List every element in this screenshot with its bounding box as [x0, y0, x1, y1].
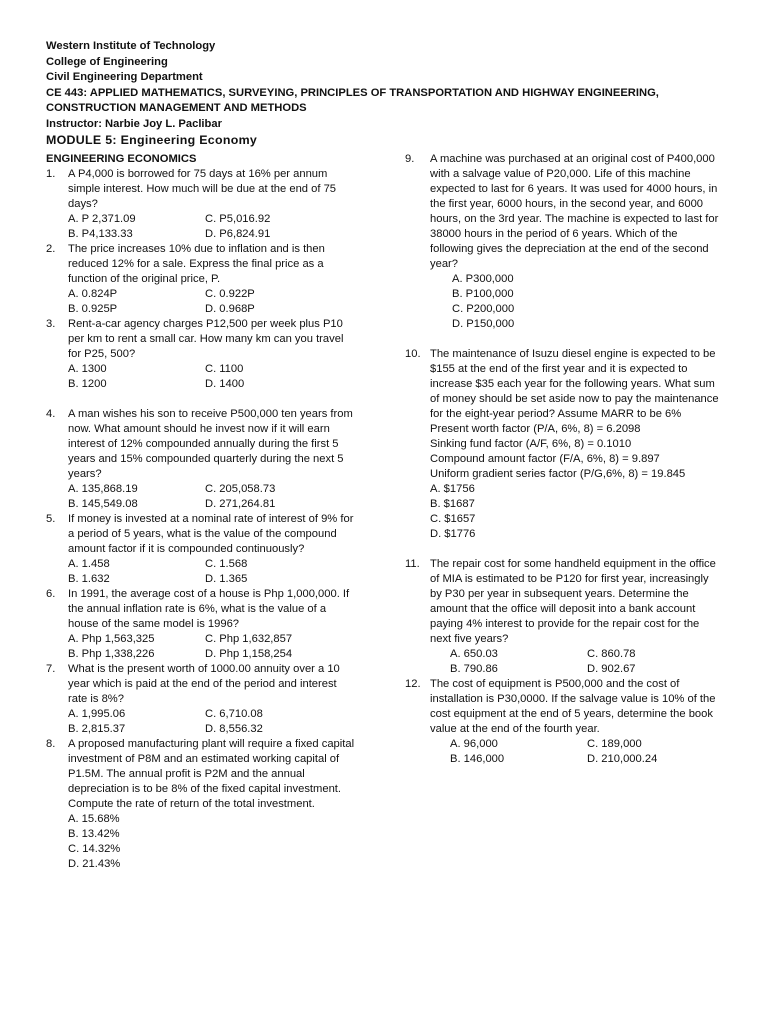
question-number: 3.	[46, 318, 56, 330]
choice-d: D. 1400	[205, 378, 245, 390]
question-10-choices	[430, 482, 725, 542]
module-title: MODULE 5: Engineering Economy	[46, 133, 258, 147]
question-9	[405, 152, 725, 332]
choice-c: C. 14.32%	[68, 843, 121, 855]
question-text: The maintenance of Isuzu diesel engine is expected to be $155 at the end of the first year and it is expected to increase $35 each year for the following years. What sum of money should be set aside now to pay the maintenance for the eight-year period? Assume MARR to be 6% Present worth factor (P/A, 6%, 8) = 6.2098 Sinking fund factor (A/F, 6%, 8) = 0.1010 Compound amount factor (F/A, 6%, 8) = 9.897 Uniform gradient series factor (P/G,6%, 8) = 19.845	[430, 348, 719, 480]
choice-a: A. P300,000	[452, 273, 514, 285]
question-text: A P4,000 is borrowed for 75 days at 16% per annum simple interest. How much will be due at the end of 75 days?	[68, 168, 337, 210]
choice-c: C. 1.568	[205, 558, 248, 570]
choice-a: A. 96,000	[450, 738, 498, 750]
choice-b: B. P4,133.33	[68, 228, 133, 240]
choice-c: C. P200,000	[452, 303, 515, 315]
question-3-choices	[68, 362, 366, 392]
question-number: 8.	[46, 738, 56, 750]
choice-a: A. 1,995.06	[68, 708, 126, 720]
choice-b: B. 0.925P	[68, 303, 118, 315]
choice-a: A. Php 1,563,325	[68, 633, 155, 645]
question-text: What is the present worth of 1000.00 annuity over a 10 year which is paid at the end of the period and interest rate is 8%?	[68, 663, 340, 705]
question-2	[46, 242, 366, 287]
choice-c: C. 205,058.73	[205, 483, 276, 495]
question-12-choices	[450, 737, 725, 767]
question-text: If money is invested at a nominal rate of interest of 9% for a period of 5 years, what is the value of the compound amount factor if it is compounded continuously?	[68, 513, 354, 555]
question-number: 9.	[405, 153, 415, 165]
choice-a: A. 650.03	[450, 648, 498, 660]
choice-b: B. 1.632	[68, 573, 110, 585]
question-text: The repair cost for some handheld equipment in the office of MIA is estimated to be P120 for first year, increasingly by P30 per year in subsequent years. Determine the amount that the office will deposit into a bank account paying 4% interest to provide for the repair cost for the next five years?	[430, 558, 716, 645]
question-number: 11.	[405, 558, 420, 570]
choice-c: C. 6,710.08	[205, 708, 263, 720]
question-4-choices	[68, 482, 366, 512]
choice-d: D. 0.968P	[205, 303, 255, 315]
choice-b: B. P100,000	[452, 288, 514, 300]
question-11	[405, 557, 725, 647]
college-name: College of Engineering	[46, 55, 168, 68]
choice-a: A. 0.824P	[68, 288, 118, 300]
question-3	[46, 317, 366, 362]
document-header	[46, 39, 726, 148]
choice-d: D. P6,824.91	[205, 228, 271, 240]
department-name: Civil Engineering Department	[46, 71, 203, 83]
question-10	[405, 347, 725, 542]
choice-a: A. P 2,371.09	[68, 213, 136, 225]
question-number: 2.	[46, 243, 56, 255]
question-text: The price increases 10% due to inflation and is then reduced 12% for a sale. Express the final price as a function of the original price, P.	[68, 243, 325, 285]
choice-c: C. P5,016.92	[205, 213, 271, 225]
choice-a: A. $1756	[430, 483, 475, 495]
course-title-line-1: CE 443: APPLIED MATHEMATICS, SURVEYING, PRINCIPLES OF TRANSPORTATION AND HIGHWAY ENGINEERING,	[46, 86, 659, 99]
question-text: A proposed manufacturing plant will require a fixed capital investment of P8M and an estimated working capital of P1.5M. The annual profit is P2M and the annual depreciation is to be 8% of the fixed capital investment. Compute the rate of return of the total investment.	[68, 738, 355, 810]
choice-d: D. 271,264.81	[205, 498, 276, 510]
institute-name: Western Institute of Technology	[46, 40, 216, 52]
question-2-choices	[68, 287, 366, 317]
question-number: 5.	[46, 513, 56, 525]
choice-b: B. 1200	[68, 378, 107, 390]
course-title-line-2: CONSTRUCTION MANAGEMENT AND METHODS	[46, 102, 307, 114]
choice-c: C. Php 1,632,857	[205, 633, 293, 645]
choice-a: A. 1.458	[68, 558, 110, 570]
choice-d: D. 902.67	[587, 663, 636, 675]
choice-c: C. $1657	[430, 513, 476, 525]
question-4	[46, 407, 366, 482]
choice-d: D. 1.365	[205, 573, 248, 585]
question-text: In 1991, the average cost of a house is Php 1,000,000. If the annual inflation rate is 6%, what is the value of a house of the same model is 1996?	[68, 588, 350, 630]
question-8	[46, 737, 366, 872]
right-column	[405, 152, 725, 767]
choice-b: B. 145,549.08	[68, 498, 138, 510]
choice-d: D. 210,000.24	[587, 753, 658, 765]
question-1	[46, 167, 366, 212]
choice-b: B. 13.42%	[68, 828, 120, 840]
choice-b: B. 2,815.37	[68, 723, 126, 735]
choice-b: B. 790.86	[450, 663, 498, 675]
choice-d: D. 21.43%	[68, 858, 121, 870]
choice-a: A. 1300	[68, 363, 107, 375]
question-number: 4.	[46, 408, 56, 420]
instructor-name: Instructor: Narbie Joy L. Paclibar	[46, 117, 222, 130]
question-text: Rent-a-car agency charges P12,500 per week plus P10 per km to rent a small car. How many km can you travel for P25, 500?	[68, 318, 344, 360]
question-number: 12.	[405, 678, 421, 690]
choice-a: A. 135,868.19	[68, 483, 138, 495]
question-6	[46, 587, 366, 632]
choice-b: B. 146,000	[450, 753, 505, 765]
question-8-choices	[68, 812, 366, 872]
choice-c: C. 1100	[205, 363, 244, 375]
left-column	[46, 152, 366, 872]
question-5	[46, 512, 366, 557]
choice-b: B. $1687	[430, 498, 475, 510]
choice-c: C. 0.922P	[205, 288, 255, 300]
choice-b: B. Php 1,338,226	[68, 648, 155, 660]
question-number: 1.	[46, 168, 56, 180]
choice-c: C. 189,000	[587, 738, 642, 750]
choice-d: D. Php 1,158,254	[205, 648, 293, 660]
choice-d: D. P150,000	[452, 318, 515, 330]
question-11-choices	[450, 647, 725, 677]
question-5-choices	[68, 557, 366, 587]
question-number: 6.	[46, 588, 56, 600]
choice-d: D. 8,556.32	[205, 723, 263, 735]
question-text: A man wishes his son to receive P500,000 ten years from now. What amount should he invest now if it will earn interest of 12% compounded annually during the first 5 years and 15% compounded quarterly during the next 5 years?	[68, 408, 353, 480]
choice-a: A. 15.68%	[68, 813, 120, 825]
question-text: The cost of equipment is P500,000 and the cost of installation is P30,0000. If the salvage value is 10% of the cost equipment at the end of 5 years, determine the book value at the end of the fourth year.	[430, 678, 716, 735]
question-number: 10.	[405, 348, 421, 360]
question-7-choices	[68, 707, 366, 737]
question-7	[46, 662, 366, 707]
question-9-choices	[452, 272, 725, 332]
question-text: A machine was purchased at an original cost of P400,000 with a salvage value of P20,000. Life of this machine expected to last for 6 years. It was used for 4000 hours, in the first year, 6000 hours, in the second year, and 6000 hours, on the 3rd year. The machine is expected to last for 38000 hours in the period of 6 years. Which of the following gives the depreciation at the end of the second year?	[430, 153, 719, 270]
section-title: ENGINEERING ECONOMICS	[46, 153, 197, 165]
question-6-choices	[68, 632, 366, 662]
choice-d: D. $1776	[430, 528, 476, 540]
question-12	[405, 677, 725, 737]
question-number: 7.	[46, 663, 56, 675]
question-1-choices	[68, 212, 366, 242]
choice-c: C. 860.78	[587, 648, 636, 660]
